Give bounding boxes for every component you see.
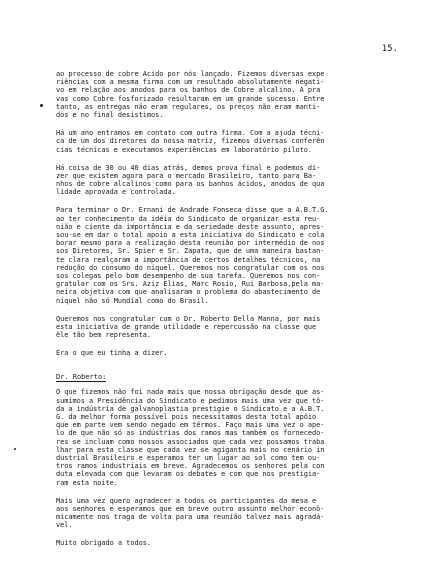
text-line: êle tão bem representa. [56, 331, 151, 340]
text-line: esta iniciativa de grande utilidade e repercussão na classe que [56, 322, 317, 331]
text-line: duta elevada com que levaram os debates e com que nos prestigia- [56, 470, 321, 479]
text-line: sos colegas pelo bom desempenho de sua tarefa. Queremos nos con- [56, 271, 321, 280]
body-paragraph [56, 70, 391, 119]
text-line: dustrial Brasileiro e esperamos ter um lugar ao sol como tem ou- [56, 453, 321, 462]
text-line: ram esta noite. [56, 478, 118, 487]
text-line: vo em relação aos anodos para os banhos de Cobre alcalino. Á pra [56, 86, 321, 95]
text-line: micamente nos traga de volta para uma reunião talvez mais agradá- [56, 513, 325, 522]
text-line: nião e ciente da importância e da seriedade deste assunto, apres- [56, 222, 325, 231]
text-line: redução do consumo do níquel. Queremos nos congratular com os nos [56, 263, 325, 272]
text-line: lidade aprovada e controlada. [56, 188, 176, 197]
text-line: O que fizemos não foi nada mais que nossa obrigação desde que as- [56, 388, 325, 397]
text-line: Era o que eu tinha a dizer. [56, 349, 168, 358]
margin-bullet-mark [40, 104, 43, 107]
text-line: Para terminar o Dr. Ernani de Andrade Fonseca disse que a A.B.T.G. [56, 206, 329, 215]
text-line: G. da melhor forma possível pois necessitamos desta total apôio [56, 413, 317, 421]
body-paragraph [56, 206, 391, 304]
speech-paragraph [56, 388, 391, 486]
text-line: ao ter conhecimento da idéia do Sindicato de organizar esta reu- [56, 214, 321, 223]
text-line: dos e no final desistimos. [56, 110, 164, 119]
text-line: nhos de cobre alcalinos como para os banhos ácidos, anodos de qua [56, 180, 325, 189]
body-paragraph [56, 164, 391, 197]
speaker-name: Dr. Roberto: [56, 373, 107, 382]
text-line: sumimos a Presidência do Sindicato e pedimos mais uma vez que tô- [56, 396, 325, 405]
text-line: sos Diretores, Sr. Spier e Sr. Zapata, que de uma maneira bastan- [56, 247, 325, 256]
page-number: 15. [381, 44, 398, 54]
text-line: cias técnicas e executamos experiências em laboratório piloto. [56, 145, 312, 154]
text-line: Muito obrigado a todos. [56, 539, 151, 548]
text-line: zer que existem agora para o mercado Brasileiro, tanto para Ba- [56, 171, 317, 180]
text-line: riências com a mesma firma com um resultado absolutamente negati- [56, 78, 325, 87]
text-line: ca de um dos diretores da nossa matriz, fizemos diversas conferên [56, 137, 325, 146]
text-line: gratular com os Srs. Aziz Elias, Marc Rosio, Rui Barbosa,pela ma- [56, 280, 325, 289]
text-line: ao processo de cobre Ácido por nós lançado. Fizemos diversas expe [56, 70, 325, 78]
text-line: tanto, as entregas não eram regulares, os preços não eram manti- [56, 102, 321, 111]
text-line: da a indústria de galvanoplastia prestigie o Sindicato e a A.B.T. [56, 404, 325, 413]
speech-paragraph [56, 497, 391, 530]
text-line: neira objetiva com que analisaram o problema do abastecimento de [56, 288, 321, 297]
text-line: Queremos nos congratular com o Dr. Roberto Della Manna, por mais [56, 314, 321, 323]
text-line: Há um ano entramos em contato com outra firma. Com a ajuda técni- [56, 129, 325, 138]
text-line: vel. [56, 521, 73, 530]
text-line: te clara realçaram a importância de certos detalhes técnicos, na [56, 255, 321, 264]
text-line: lhar para esta classe que cada vez se agiganta mais no cenário in [56, 445, 325, 454]
speech-paragraph [56, 539, 391, 547]
text-line: borar mesmo para a realização desta reunião por intermédio de nos [56, 239, 325, 248]
body-paragraph [56, 129, 391, 154]
body-paragraph [56, 315, 391, 340]
text-line: que em parte vem sendo negado em têrmos. Faço mais uma vez o ape- [56, 421, 325, 430]
text-line: sou-se em dar o total apoio a esta iniciativa do Sindicato e cola [56, 231, 325, 239]
text-line: tros ramos industriais em breve. Agradecemos os senhores pela con [56, 462, 325, 471]
speaker-label [56, 373, 391, 382]
text-line: aos senhores e esperamos que em breve outro assunto melhor econô- [56, 504, 325, 513]
text-line: res se incluam como nossos associados que cada vez possamos traba [56, 437, 325, 446]
text-line: lo de que não só as indústrias dos ramos mas também os fornecedo- [56, 429, 325, 438]
text-line: Mais uma vez quero agradecer a todos os participantes da mesa e [56, 496, 317, 505]
text-line: Há coisa de 30 ou 40 dias atrás, demos prova final e podemos di- [56, 163, 321, 172]
body-paragraph [56, 349, 391, 357]
text-line: níquel não só Mundial como do Brasil. [56, 296, 209, 305]
document-body [56, 70, 391, 548]
text-line: vas como Cobre fosforizado resultaram em um grande sucesso. Entre [56, 94, 325, 103]
margin-mark [14, 448, 16, 450]
